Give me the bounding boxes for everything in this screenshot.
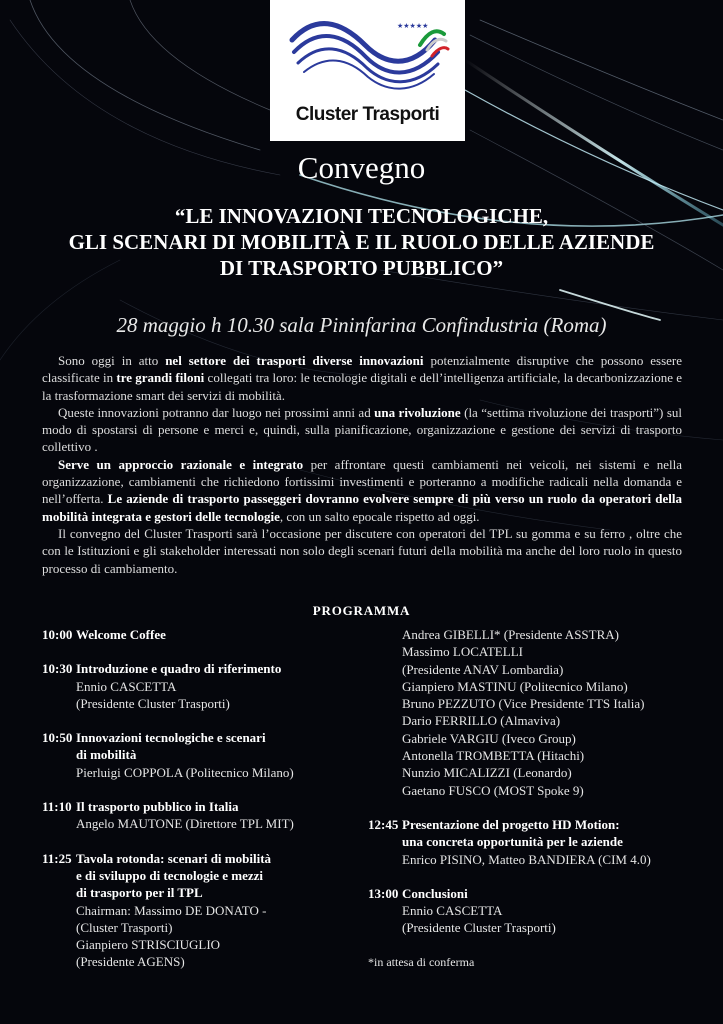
program-item: 10:00 Welcome Coffee — [42, 627, 166, 642]
program-right-column — [368, 626, 698, 971]
intro-text — [42, 352, 682, 577]
panel-speakers-list: Andrea GIBELLI* (Presidente ASSTRA) Massimo LOCATELLI (Presidente ANAV Lombardia) Gianpiero MASTINU (Politecnico Milano) Bruno PEZZUTO (Vice Presidente TTS Italia) Dario FERRILLO (Almaviva) Gabriele VARGIU (Iveco Group) Antonella TROMBETTA (Hitachi) Nunzio MICALIZZI (Leonardo) Gaetano FUSCO (MOST Spoke 9) — [402, 627, 645, 798]
program-title: PROGRAMMA — [312, 603, 411, 618]
title-line-2: GLI SCENARI DI MOBILITÀ E IL RUOLO DELLE AZIENDE — [68, 230, 655, 254]
intro-paragraph-4: Il convegno del Cluster Trasporti sarà l’occasione per discutere con operatori del TPL su gomma e su ferro , oltre che con le Istituzioni e gli stakeholder interessati non solo degli scenari futuri della mobilità ma anche del loro ruolo in questo processo di cambiamento. — [42, 525, 682, 576]
cluster-trasporti-logo — [270, 0, 465, 141]
program-item: 10:30 Introduzione e quadro di riferimento Ennio CASCETTA (Presidente Cluster Trasporti) — [42, 661, 282, 711]
program-item: 11:25 Tavola rotonda: scenari di mobilità e di sviluppo di tecnologie e mezzi di trasporto per il TPL Chairman: Massimo DE DONATO - (Cluster Trasporti) Gianpiero STRISCIUGLIO (Presidente AGENS) — [42, 850, 272, 970]
program-item: 13:00 Conclusioni Ennio CASCETTA (Presidente Cluster Trasporti) — [368, 885, 556, 936]
logo-wordmark: Cluster Trasporti — [295, 104, 440, 125]
logo-waves-icon — [270, 0, 465, 104]
event-type-heading: Convegno — [297, 150, 426, 185]
confirmation-note: *in attesa di conferma — [368, 954, 475, 969]
intro-paragraph-3: Serve un approccio razionale e integrato per affrontare questi cambiamenti nei veicoli, nei sistemi e nella organizzazione, cambiamenti che richiedono fortissimi investimenti e porteranno a modifiche radicali nella domanda e nell’offerta. Le aziende di trasporto passeggeri dovranno evolvere sempre di più verso un ruolo da operatori della mobilità integrata e gestori delle tecnologie, con un salto epocale rispetto ad oggi. — [42, 456, 682, 524]
program-item: 12:45 Presentazione del progetto HD Motion: una concreta opportunità per le aziende Enrico PISINO, Matteo BANDIERA (CIM 4.0) — [368, 816, 651, 867]
program-item: 10:50 Innovazioni tecnologiche e scenari di mobilità Pierluigi COPPOLA (Politecnico Milano) — [42, 730, 294, 780]
event-title — [0, 203, 723, 281]
intro-paragraph-2: Queste innovazioni potranno dar luogo nei prossimi anni ad una rivoluzione (la “settima rivoluzione dei trasporti”) sul modo di spostarsi di persone e merci e, quindi, sulla pianificazione, organizzazione e gestione dei servizi di trasporto collettivo . — [42, 404, 682, 455]
title-line-3: DI TRASPORTO PUBBLICO” — [219, 256, 504, 280]
program-left-column — [42, 626, 362, 988]
title-line-1: “LE INNOVAZIONI TECNOLOGICHE, — [174, 204, 549, 228]
event-date-location: 28 maggio h 10.30 sala Pininfarina Confindustria (Roma) — [116, 313, 607, 337]
program-item: 11:10 Il trasporto pubblico in Italia Angelo MAUTONE (Direttore TPL MIT) — [42, 799, 294, 832]
svg-text:★★★★★: ★★★★★ — [397, 22, 429, 30]
intro-paragraph-1: Sono oggi in atto nel settore dei trasporti diverse innovazioni potenzialmente disruptive che possono essere classificate in tre grandi filoni collegati tra loro: le tecnologie digitali e dell’intelligenza artificiale, la decarbonizzazione e la trasformazione smart dei servizi di mobilità. — [42, 353, 683, 403]
